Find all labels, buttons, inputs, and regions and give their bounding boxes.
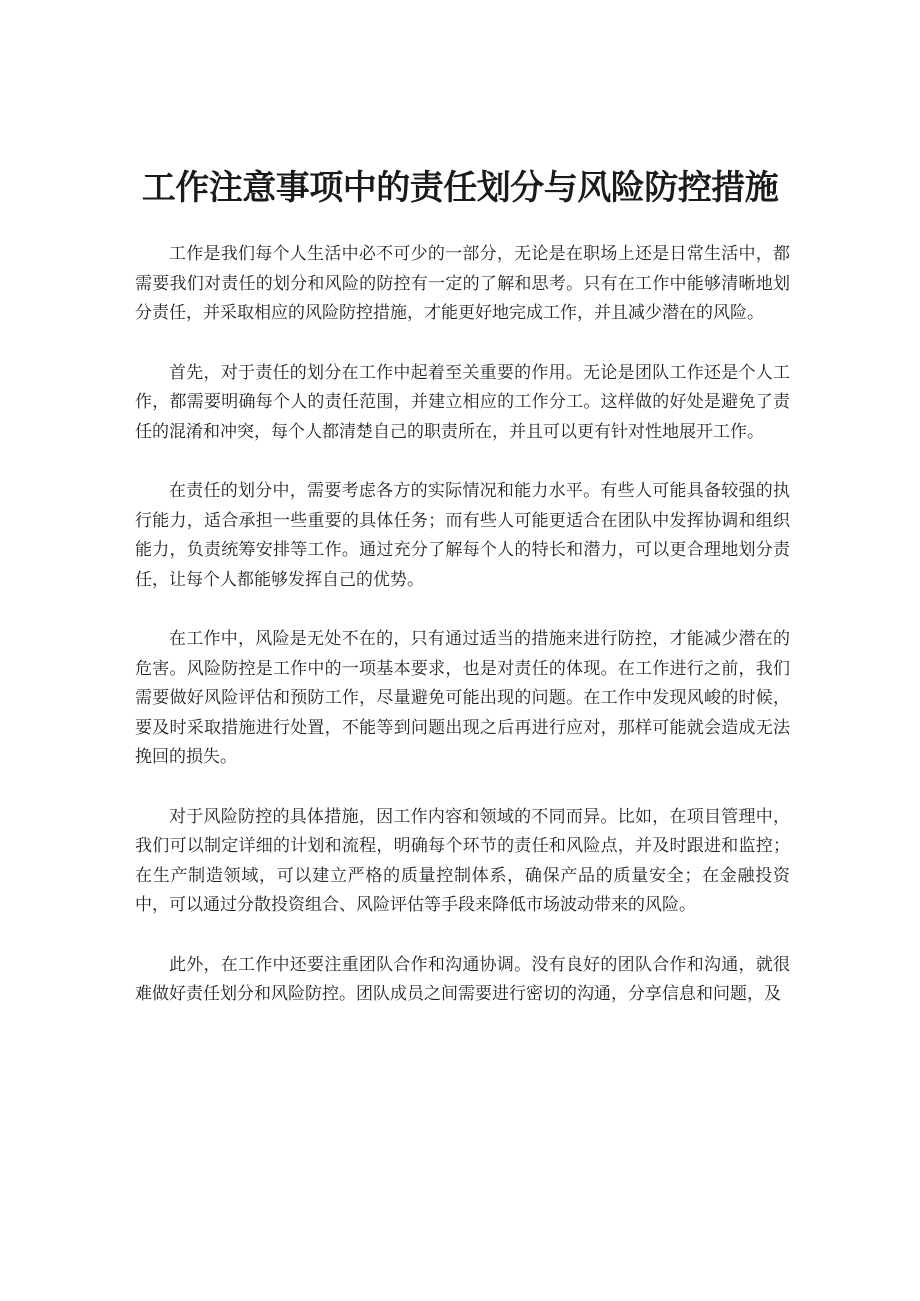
paragraph-4: 在工作中，风险是无处不在的，只有通过适当的措施来进行防控，才能减少潜在的危害。风险防控是工作中的一项基本要求，也是对责任的体现。在工作进行之前，我们需要做好风险评估和预防工作，尽量避免可能出现的问题。在工作中发现风峻的时候，要及时采取措施进行处置，不能等到问题出现之后再进行应对，那样可能就会造成无法挽回的损失。 <box>135 629 790 767</box>
paragraph-1: 工作是我们每个人生活中必不可少的一部分，无论是在职场上还是日常生活中，都需要我们对责任的划分和风险的防控有一定的了解和思考。只有在工作中能够清晰地划分责任，并采取相应的风险防控措施，才能更好地完成工作，并且减少潜在的风险。 <box>135 244 790 323</box>
document-body <box>135 240 790 1040</box>
document-title: 工作注意事项中的责任划分与风险防控措施 <box>141 168 779 208</box>
paragraph-2: 首先，对于责任的划分在工作中起着至关重要的作用。无论是团队工作还是个人工作，都需要明确每个人的责任范围，并建立相应的工作分工。这样做的好处是避免了责任的混淆和冲突，每个人都清楚自己的职责所在，并且可以更有针对性地展开工作。 <box>135 362 790 442</box>
paragraph-6: 此外，在工作中还要注重团队合作和沟通协调。没有良好的团队合作和沟通，就很难做好责任划分和风险防控。团队成员之间需要进行密切的沟通，分享信息和问题，及 <box>135 954 790 1004</box>
paragraph-3: 在责任的划分中，需要考虑各方的实际情况和能力水平。有些人可能具备较强的执行能力，适合承担一些重要的具体任务；而有些人可能更适合在团队中发挥协调和组织能力，负责统筹安排等工作。通过充分了解每个人的特长和潜力，可以更合理地划分责任，让每个人都能够发挥自己的优势。 <box>135 481 790 590</box>
paragraph-5: 对于风险防控的具体措施，因工作内容和领域的不同而异。比如，在项目管理中，我们可以制定详细的计划和流程，明确每个环节的责任和风险点，并及时跟进和监控；在生产制造领域，可以建立严格的质量控制体系，确保产品的质量安全；在金融投资中，可以通过分散投资组合、风险评估等手段来降低市场波动带来的风险。 <box>135 806 790 915</box>
